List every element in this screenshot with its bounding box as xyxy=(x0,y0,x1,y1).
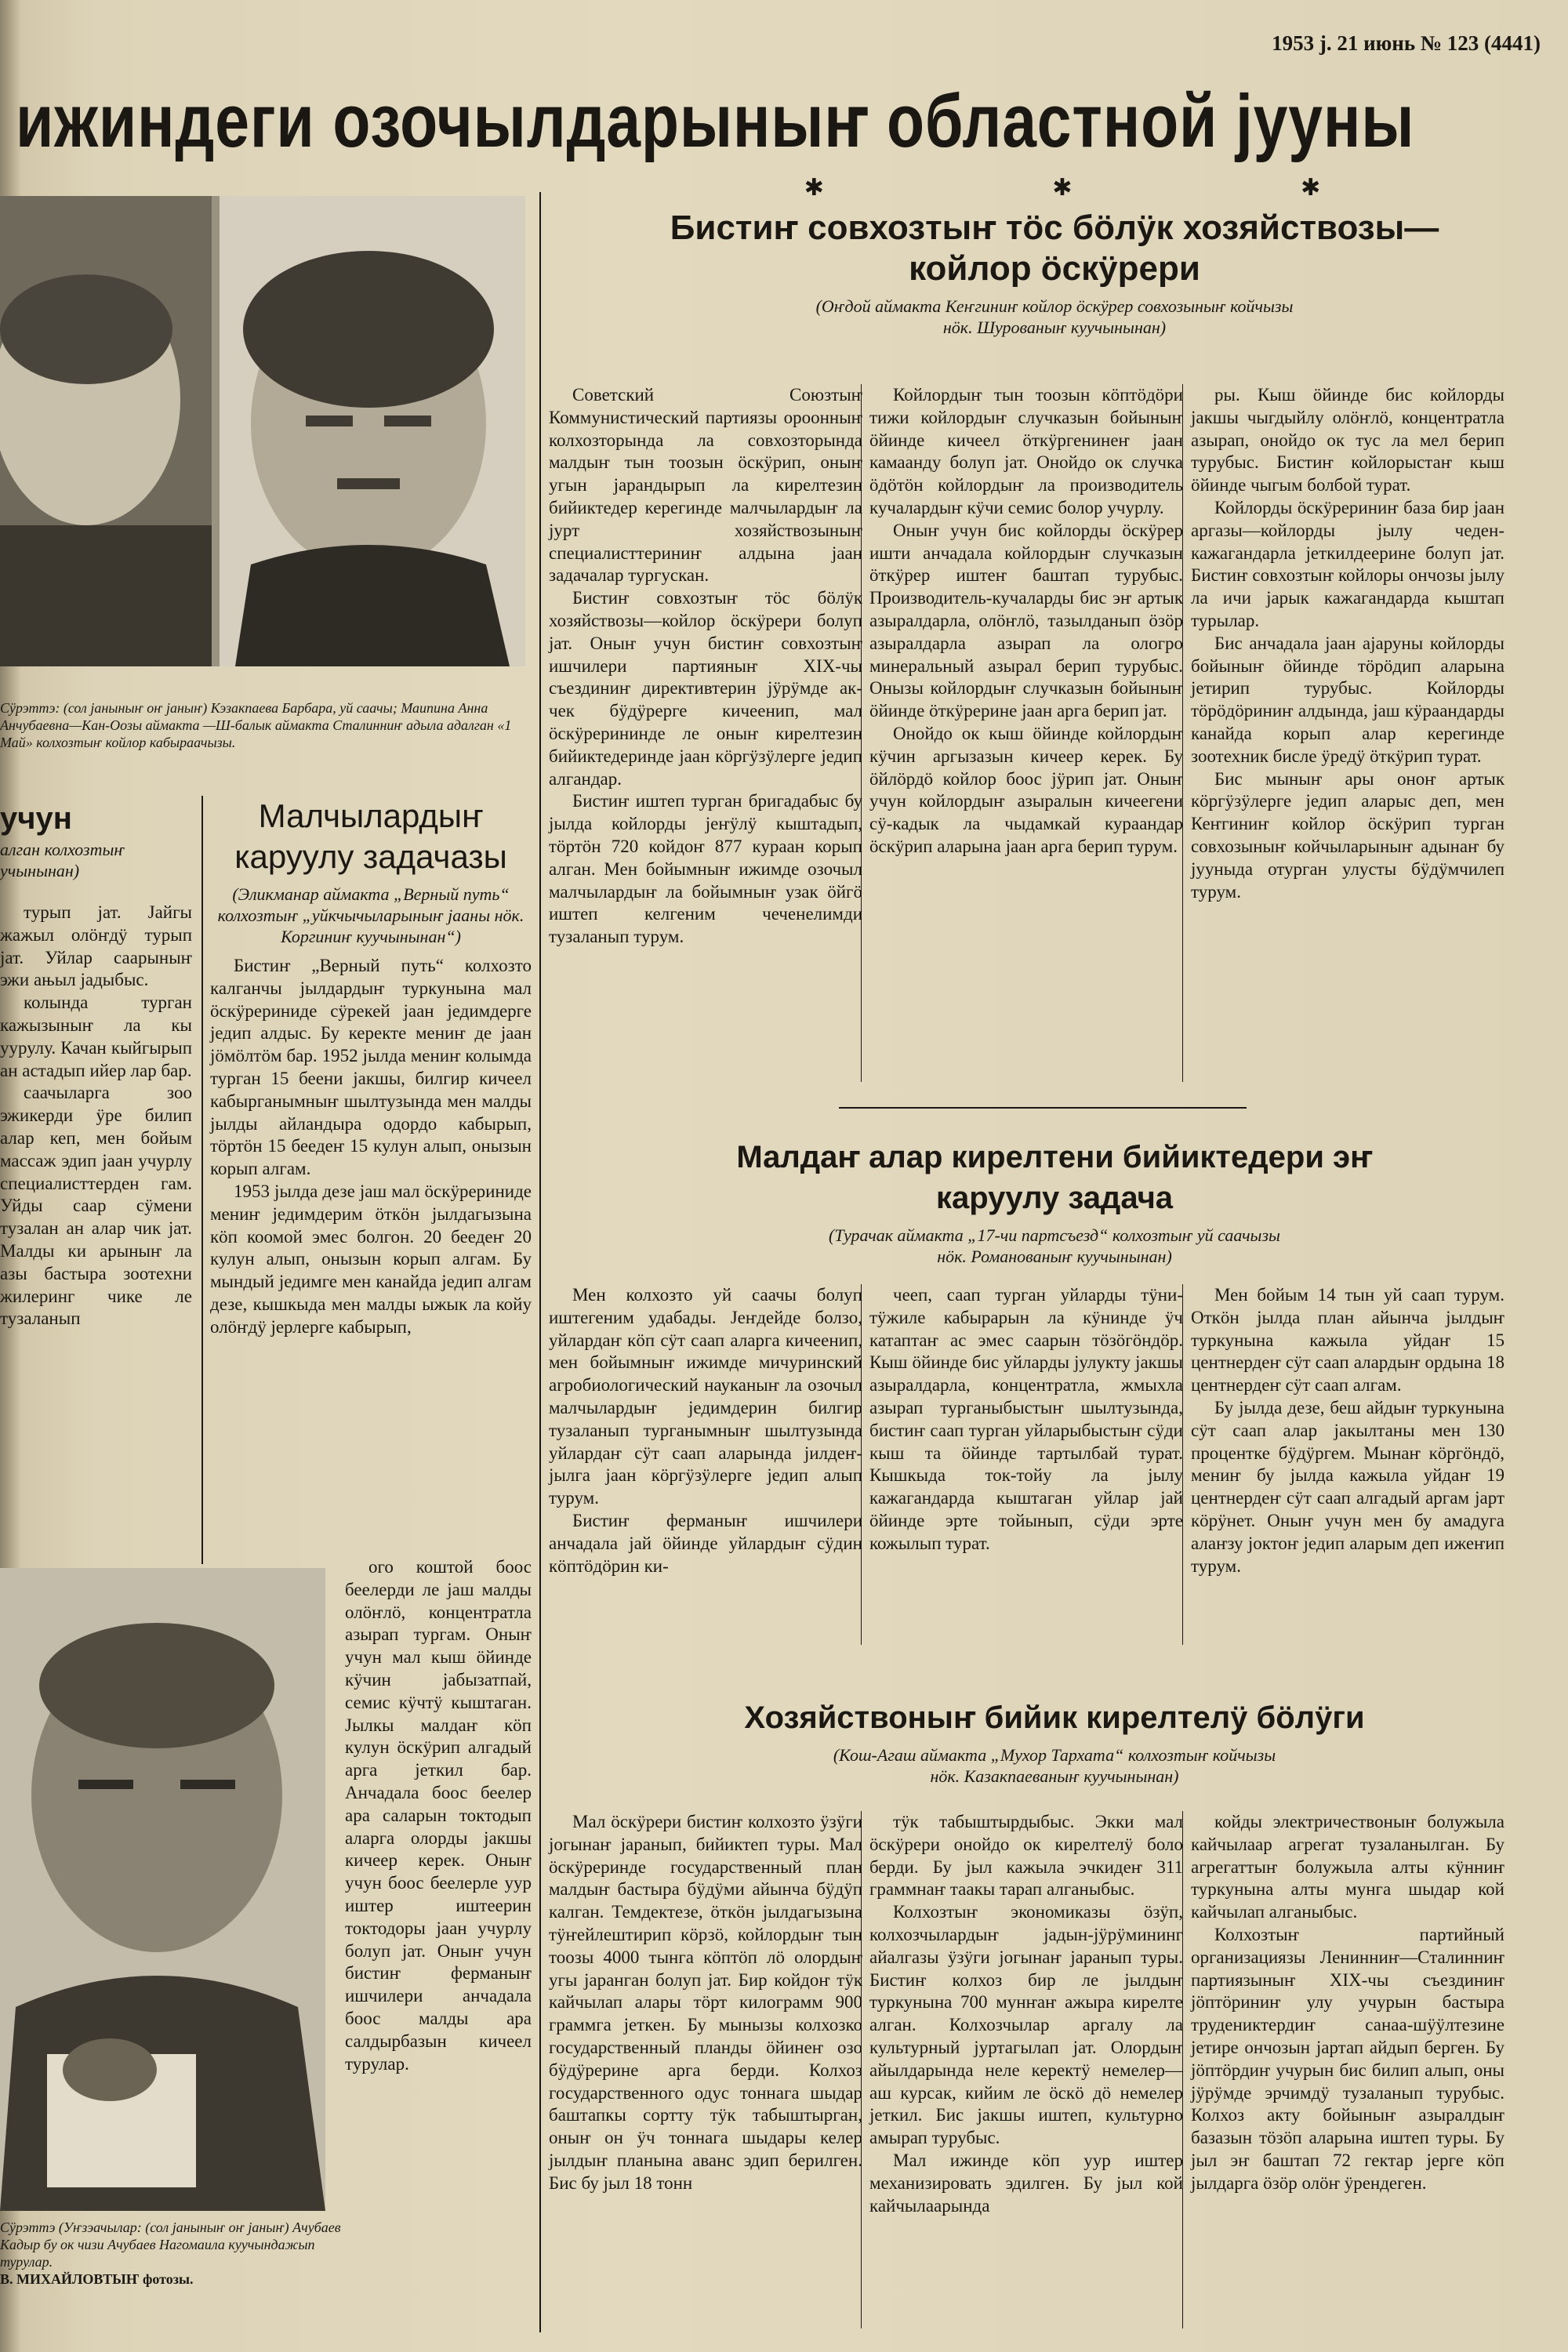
section-divider xyxy=(839,1107,1247,1109)
article-malchylar-text-cont: ого коштой боос беелерди ле јаш малды олӧҥлӧ, концентратла азырап тургам. Оныҥ учун мал кыш ӧйинде кӱчин јабызатпай, семис кӱчтӱ кыштаган. Јылкы малдаҥ кӧп кулун ӧскӱрип алгадый арга јеткил бар. Анчадала боос беелер ара саларын токтодып аларга олорды јакшы кичеер керек. Оныҥ учун боос беелерле уур иштер иштеерин токтодоры јаан учурлу болуп јат. Оныҥ учун бистиҥ ферманыҥ ишчилери анчадала боос малды ара салдырбазын кичеел турулар. xyxy=(345,1557,532,2074)
article-malchylar-title: Малчылардыҥ каруулу задачазы xyxy=(234,797,507,875)
left-article-text: турып јат. Јайгы жажыл олӧҥдӱ турып јат. Уйлар саарыныҥ эжи ањыл јадыбыс. колында турган кажызыныҥ ла кы уурулу. Качан кыйгырып ан астадып ийер лар бар. саачыларга зоо эжикерди ӱре билип алар кеп, мен бойым массаж эдип јаан учурлу специалисттерден гам. Уйды саар сӱмени тузалан ан алар чик јат. Малды ки арыныҥ ла азы бастыра зоотехни жилеринг чике ле тузаланып xyxy=(0,902,192,1329)
article-maldan-byline: (Турачак аймакта „17-чи партсъезд“ колхозтыҥ уй саачызы нӧк. Романованыҥ куучынынан) xyxy=(829,1225,1280,1266)
article-hozyaistvo xyxy=(549,1697,1560,1787)
photo-top-caption: Сӱрэттэ: (сол јаныныҥ оҥ јаныҥ) Кэзакпаева Барбара, уй саачы; Маипина Анна Анчубаевна—Кан-Оозы аймакта —Ш-балык аймакта Сталинниҥ адыла адалган «1 Май» колхозтыҥ койлор кабыраачызы. xyxy=(0,700,512,750)
left-article-head xyxy=(0,798,196,881)
article-sovhoz-byline: (Оҥдой аймакта Кеҥгиниҥ койлор ӧскӱрер совхозыныҥ койчызы нӧк. Шурованыҥ куучынынан) xyxy=(815,296,1294,337)
star-icon: ✱ xyxy=(804,175,824,201)
article-maldan-col3: Мен бойым 14 тын уй саап турум. Откӧн јылда план айынча јылдыҥ туркунына кажыла уйдаҥ 15 центнердеҥ сӱт саап алардыҥ ордына 18 центнердеҥ сӱт саап алгам. Бу јылда дезе, беш айдыҥ туркунына сӱт саап алар јакылтаны мен 130 процентке бӱдӱргем. Мынаҥ кӧргӧндӧ, мениҥ бу јылда кажыла уйдаҥ 19 центнердеҥ сӱт саап алгадый аргам јарт кӧрӱнет. Оныҥ учун мен бу амадуга алаҥзу јоктоҥ једип аларым деп ижеҥип турум. xyxy=(1182,1284,1504,1645)
star-icon: ✱ xyxy=(1301,175,1321,201)
photo-top-two-persons xyxy=(0,196,525,666)
left-article-title: учун xyxy=(0,801,72,836)
article-hozyaistvo-title: Хозяйствоныҥ бийик кирелтелӱ бӧлӱги xyxy=(744,1700,1365,1735)
main-headline: ижиндеги озочылдарыныҥ областной јууны xyxy=(16,79,1415,163)
article-hozyaistvo-col1: Мал ӧскӱрери бистиҥ колхозто ӱзӱги јогынаҥ јаранып, бийиктеп туры. Мал ӧскӱреринде государственный план малдыҥ бастыра бӱдӱми айынча бӱдӱп калган. Темдектезе, ӧткӧн јылдагызына тӱҥейлештирип кӧрзӧ, койлордыҥ тын тоозы 4000 тынга кӧптӧп лӧ олордыҥ угы јаранган болуп јат. Бир койдоҥ тӱк кайчылап алары тӧрт килограмм 900 граммга јеткен. Бу мынызы колхозко государственный планды ӧйинеҥ озо бӱдӱрерине арга берди. Колхоз государственного одус тоннага шыдар баштапкы сортту тӱк табыштырган, оныҥ он ӱч тоннага шыдары келер јылдыҥ планына аванс эдип берилген. Бис бу јыл 18 тонн xyxy=(549,1812,862,2193)
column-rule xyxy=(539,192,541,2332)
article-hozyaistvo-col2: тӱк табыштырдыбыс. Экки мал ӧскӱрери онойдо ок кирелтелӱ боло берди. Бу јыл кажыла эчкидеҥ 311 граммнаҥ таакы тарап алганыбыс. Колхозтыҥ экономиказы ӧзӱп, колхозчылардыҥ јадын-јӱрӱмининг айалгазы ӱзӱги јогынаҥ јаранып туры. Бистиҥ колхоз бир ле јылдыҥ туркунына 700 мунҥаҥ ажыра кирелте алган. Колхозчылар аргалу ла культурный јуртагылап јат. Олордыҥ айылдарында неле керектӱ немелер—аш курсак, кийим ле ӧскӧ дӧ немелер јеткил. Бис јакшы иштеп, культурно амырап турубыс. Мал ижинде кӧп уур иштер механизировать эдилген. Бу јыл кой кайчылаарында xyxy=(861,1811,1183,2328)
left-article-byline: алган колхозтыҥ учынынан) xyxy=(0,840,125,880)
column-rule xyxy=(201,796,203,1564)
article-maldan-col2: чееп, саап турган уйларды тӱни-тӱжиле кабырарын ла кӱнинде ӱч катаптаҥ ас эмес саарын тӧзӧгӧндӧр. Кыш ӧйинде бис уйларды јулукту јакшы азыралдарла, концентратла, жмыхла азырап турганыбыстыҥ шылтузында, бистиҥ саап турган уйларыбыстыҥ сӱди кыш та ӧйинде тартылбай турат. Кышкыда ток-тойу ла јылу кажагандарда кыштаган уйлар јай ӧйинде эрте тойынып, сӱди эрте кожылып турат. xyxy=(861,1284,1183,1645)
article-maldan xyxy=(549,1137,1560,1267)
article-sovhoz-col3: ры. Кыш ӧйинде бис койлорды јакшы чыгдыйлу олӧҥлӧ, концентратла азырап, онойдо ок тус ла мел берип турубыс. Бистиҥ койлорыстаҥ кыш ӧйинде чыгым болбой турат. Койлорды ӧскӱрериниҥ база бир јаан аргазы—койлорды јылу чеден-кажагандарла јеткилдеерине болуп јат. Бистиҥ совхозтыҥ койлоры ончозы јылу ла ичи јарык кажагандарда кыштап турылар. Бис анчадала јаан ајаруны койлорды бойыныҥ ӧйинде тӧрӧдип аларына јетирип турубыс. Койлорды тӧрӧдӧриниҥ алдында, јаш кӱраандарды канайда корып алар керегинде зоотехник бисле ӱредӱ ӧткӱрип турат. Бис мыныҥ ары оноҥ артык кӧргӱзӱлерге једип аларыс деп, мен Кеҥгиниҥ койлор ӧскӱрип турган совхозыныҥ койчыларыныҥ адынаҥ бу јууныда отурган улусты бӱдӱмчилеп турум. xyxy=(1182,384,1504,1082)
ornament-stars xyxy=(690,174,1435,201)
star-icon: ✱ xyxy=(1052,175,1073,201)
photo-bottom-caption: Сӱрэттэ (Уҥзэачылар: (сол јаныныҥ оҥ јаныҥ) Ачубаев Кадыр бу ок чизи Ачубаев Нагомаила куучындажып турулар. В. МИХАЙЛОВТЫҤ фотозы. xyxy=(0,2220,341,2287)
article-malchylar-byline: (Эликманар аймакта „Верный путь“ колхозтыҥ „уйкчычыларыныҥ јааны нӧк. Коргиниҥ куучынынан“) xyxy=(217,884,524,946)
article-sovhoz-col1: Советский Союзтыҥ Коммунистический партиязы ороонныҥ колхозторында ла совхозторында малдыҥ тын тоозын ӧскӱрип, оныҥ угын јарандырып ла кирелтезин бийиктедер керегинде малчылардыҥ ла јурт хозяйствозыныҥ специалисттериниҥ алдына јаан задачалар тургускан. Бистиҥ совхозтыҥ тӧс бӧлӱк хозяйствозы—койлор ӧскӱрери болуп јат. Оныҥ учун бистиҥ совхозтыҥ ишчилери партияныҥ XIX-чы съездиниҥ директивтерин јӱрӱмде ак-чек бӱдӱрерге кичеенип, мал ӧскӱрерининде ле оныҥ кирелтезин бийиктедеринде јаан кӧргӱзӱлерге једип алгандар. Бистиҥ иштеп турган бригадабыс бу јылда койлорды јеҥӱлӱ кыштадып, тӧртӧн 720 койдоҥ 877 кураан корып алган. Мен бойымныҥ ижимде озочыл малчылардыҥ ла бойымныҥ узак ӧйгӧ иштеп келгеним чеченелимди тузаланып турум. xyxy=(549,385,862,947)
article-maldan-title: Малдаҥ алар кирелтени бийиктедери эҥ каруулу задача xyxy=(736,1140,1373,1215)
article-sovhoz-col2: Койлордыҥ тын тоозын кӧптӧдӧри тижи койлордыҥ случказын бойыныҥ ӧйинде кичеел ӧткӱргенинеҥ јаан камаанду болуп јат. Онойдо ок случка ӧдӧтӧн койлордыҥ ла производитель кучалардыҥ кӱчи семис болор учурлу. Оныҥ учун бис койлорды ӧскӱрер ишти анчадала койлордыҥ случказын ӧткӱрер иштеҥ баштап турубыс. Производитель-кучаларды бис эҥ артык азыралдарла, олӧҥлӧ, тазылданып ӧзӧр азыралдарла азырап ла ологро минеральный азырал берип турубыс. Онызы койлордыҥ случказын бойыныҥ ӧйинде ӧткӱрерине јаан арга берип јат. Онойдо ок кыш ӧйинде койлордыҥ кӱчин аргызазын кичеер керек. Бу ӧйлӧрдӧ койлор боос јӱрип јат. Оныҥ учун койлордыҥ азыралын кичеегени сӱ-кадык ла чыдамкай кураандар ӧскӱрип аларына јаан арга берип турум. xyxy=(861,384,1183,1082)
article-malchylar xyxy=(210,796,532,1339)
article-hozyaistvo-byline: (Кош-Агаш аймакта „Мухор Тархата“ колхозтыҥ койчызы нӧк. Казакпаеваныҥ куучынынан) xyxy=(833,1745,1276,1786)
article-maldan-col1: Мен колхозто уй саачы болуп иштегеним удабады. Јеҥдейде болзо, уйлардаҥ кӧп сӱт саап аларга кичеенип, мен бойымныҥ ижимде мичуринский агробиологический науканыҥ ла озочыл малчылардыҥ једимдерин билгир тузаланып турганымныҥ шылтузында уйлардаҥ сӱт саап аларында јилдеҥ-јылга јаан кӧргӱзӱлерге једип алып турум. Бистиҥ ферманыҥ ишчилери анчадала јай ӧйинде уйлардыҥ сӱдин кӧптӧдӧрин ки- xyxy=(549,1285,862,1576)
article-hozyaistvo-col3: койды электричествоныҥ болужыла кайчылаар агрегат тузаланылган. Бу агрегаттыҥ болужыла алты кӱнниҥ туркунына алты мунга шыдар кой кайчылап алганыбыс. Колхозтыҥ партийный организациязы Ленинниҥ—Сталинниҥ партиязыныҥ XIX-чы съездиниҥ јӧптӧриниҥ улу учурын бастыра трудениктердиҥ санаа-шӱӱлтезине јетире ончозын јартап айдып берген. Бу јӧптӧрдиҥ учурын бис билип алып, оны јӱрӱмде эрчимдӱ тузаланып турубыс. Колхоз акту бойыныҥ азыралдыҥ базазын тӧзӧп аларына иштеп туры. Бу јыл эҥ баштап 72 гектар јерге кӧп јылдарга ӧзӧр олӧҥ ӱрендеген. xyxy=(1182,1811,1504,2328)
article-sovhoz xyxy=(549,208,1560,338)
photo-bottom-shepherd xyxy=(0,1568,325,2211)
issue-line: 1953 ј. 21 июнь № 123 (4441) xyxy=(1272,31,1541,55)
article-sovhoz-title: Бистиҥ совхозтыҥ тӧс бӧлӱк хозяйствозы— койлор ӧскӱрери xyxy=(670,209,1439,288)
photographer-credit: В. МИХАЙЛОВТЫҤ фотозы. xyxy=(0,2271,194,2287)
article-malchylar-text: Бистиҥ „Верный путь“ колхозто калганчы јылдардыҥ туркунына мал ӧскӱрериниде сӱрекей јаан једимдерге једип алдыс. Бу керекте мениҥ де јаан јӧмӧлтӧм бар. 1952 јылда мениҥ колымда турган 15 беени јакшы, билгир кичеел кабырганымныҥ шылтузында мен малды јылды айландыра одордо кабырып, тӧртӧн 15 беедеҥ 15 кулун алып, онызын корып алгам. 1953 јылда дезе јаш мал ӧскӱрериниде мениҥ једимдерим ӧткӧн јылдагызына кӧп коомой эмес болгон. 20 беедеҥ 20 кулун алып, онызын корып алгам. Бу мындый једимге мен канайда једип алгам дезе, кышкыда мен малды ыжык ла койу олӧҥдӱ јерлерге кабырып, xyxy=(210,956,532,1337)
